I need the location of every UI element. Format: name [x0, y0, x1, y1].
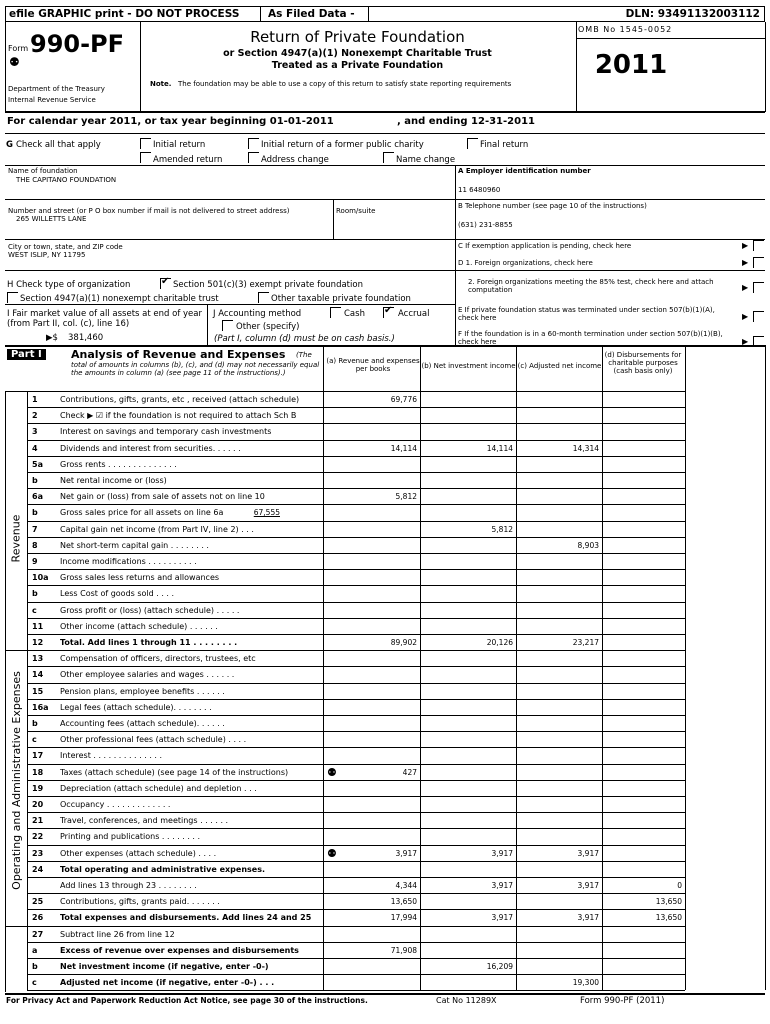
col-c-value: 23,217: [572, 638, 599, 647]
line-description: Legal fees (attach schedule). . . . . . . .: [60, 702, 212, 712]
line-number: 17: [32, 751, 44, 761]
line-number: 19: [32, 783, 44, 793]
line-number: b: [32, 476, 38, 485]
line-description: Capital gain net income (from Part IV, line 2) . . .: [60, 524, 254, 534]
other-taxable-label: Other taxable private foundation: [271, 294, 411, 304]
street-value: 265 WILLETTS LANE: [16, 215, 87, 223]
amended-return-checkbox[interactable]: [140, 152, 151, 163]
e-text: E If private foundation status was terminated under section 507(b)(1)(A), check here: [458, 306, 715, 322]
section-4947-label: Section 4947(a)(1) nonexempt charitable trust: [20, 294, 219, 304]
line-description: Pension plans, employee benefits . . . . . .: [60, 686, 225, 696]
col-b-value: 3,917: [491, 848, 513, 858]
col-c-value: 3,917: [577, 913, 599, 923]
line-description: Other employee salaries and wages . . . . . .: [60, 670, 235, 680]
line-number: b: [32, 719, 38, 728]
dept-treasury: Department of the Treasury: [8, 85, 105, 93]
d2-arrow-icon: ▶: [742, 283, 749, 292]
street-label: Number and street (or P O box number if mail is not delivered to street address): [8, 207, 290, 215]
cash-checkbox[interactable]: [330, 307, 341, 318]
line-description: Less Cost of goods sold . . . .: [60, 589, 175, 599]
line-description: Net short-term capital gain . . . . . . . .: [60, 540, 209, 550]
accrual-label: Accrual: [398, 309, 430, 319]
j-accounting-label: J Accounting method: [213, 309, 302, 319]
privacy-notice: For Privacy Act and Paperwork Reduction Act Notice, see page 30 of the instructions.: [6, 996, 368, 1005]
form-subtitle-2: Treated as a Private Foundation: [271, 60, 444, 71]
initial-return-checkbox[interactable]: [140, 138, 151, 149]
amended-return-label: Amended return: [153, 155, 223, 165]
line-description: Net rental income or (loss): [60, 476, 167, 485]
form-number: 990-PF: [30, 30, 125, 58]
ein-value: 11 6480960: [458, 186, 501, 194]
form-title: Return of Private Foundation: [250, 28, 465, 46]
line-number: 24: [32, 864, 44, 874]
col-c-value: 8,903: [577, 540, 599, 550]
gross-sales-value: 67,555: [253, 508, 280, 518]
line-number: 14: [32, 670, 44, 680]
line-description: Net gain or (loss) from sale of assets not on line 10: [60, 492, 265, 502]
e-checkbox[interactable]: [753, 311, 764, 322]
line-description: Occupancy . . . . . . . . . . . . .: [60, 800, 171, 809]
line-number: 26: [32, 913, 44, 923]
line-number: b: [32, 589, 38, 599]
phone-label: B Telephone number (see page 10 of the instructions): [458, 202, 647, 210]
col-b-value: 16,209: [486, 962, 513, 971]
line-description: Printing and publications . . . . . . . .: [60, 832, 201, 842]
line-description: Other income (attach schedule) . . . . . .: [60, 621, 218, 631]
other-taxable-checkbox[interactable]: [258, 292, 269, 303]
former-public-checkbox[interactable]: [248, 138, 259, 149]
foundation-name: THE CAPITANO FOUNDATION: [16, 176, 117, 184]
f-text: F If the foundation is in a 60-month termination under section 507(b)(1)(B), check here: [458, 330, 723, 346]
irs-eagle-icon: ⚉: [9, 55, 20, 69]
col-a-value: 5,812: [395, 492, 417, 502]
form-footer: Form 990-PF (2011): [580, 996, 665, 1006]
line-description: Interest on savings and temporary cash investments: [60, 427, 272, 437]
other-method-label: Other (specify): [236, 322, 300, 332]
d2-checkbox[interactable]: [753, 282, 764, 293]
line-number: b: [32, 962, 38, 971]
col-c-header: (c) Adjusted net income: [517, 362, 602, 370]
section-501c3-label: Section 501(c)(3) exempt private foundation: [173, 280, 363, 290]
ein-label: A Employer identification number: [458, 167, 591, 175]
line-number: 25: [32, 897, 44, 907]
col-a-value: 17,994: [390, 913, 417, 923]
line-description: Dividends and interest from securities. . . . . .: [60, 443, 241, 453]
i-fmv-label: I Fair market value of all assets at end of year (from Part II, col. (c), line 16): [7, 309, 202, 329]
line-description: Adjusted net income (if negative, enter -0-) . . .: [60, 978, 275, 988]
attachment-icon[interactable]: ⚉: [327, 846, 337, 860]
section-4947-checkbox[interactable]: [7, 292, 18, 303]
col-b-value: 20,126: [486, 638, 513, 647]
line-number: 27: [32, 929, 44, 939]
check-all-label: Check all that apply: [16, 140, 101, 150]
col-c-value: 19,300: [572, 978, 599, 988]
other-method-checkbox[interactable]: [222, 320, 233, 331]
line-description: Total operating and administrative expenses.: [60, 864, 265, 874]
line-number: c: [32, 978, 37, 988]
line-number: 10a: [32, 573, 49, 583]
line-number: 12: [32, 638, 44, 647]
d1-arrow-icon: ▶: [742, 258, 749, 267]
line-description: Contributions, gifts, grants, etc , received (attach schedule): [60, 395, 300, 404]
line-description: Other expenses (attach schedule) . . . .: [60, 848, 217, 858]
note-text: The foundation may be able to use a copy of this return to satisfy state reporting requirements: [178, 80, 512, 88]
filed-label: As Filed Data -: [268, 8, 355, 20]
line-description: Income modifications . . . . . . . . . .: [60, 557, 197, 566]
col-d-value: 0: [677, 881, 682, 890]
col-a-value: 3,917: [395, 848, 417, 858]
col-a-value: 13,650: [390, 897, 417, 907]
col-a-value: 89,902: [390, 638, 417, 647]
line-description: Gross rents . . . . . . . . . . . . . .: [60, 459, 177, 469]
part1-title: Analysis of Revenue and Expenses: [71, 348, 286, 361]
line-description: Check ▶ ☑ if the foundation is not required to attach Sch B: [60, 411, 297, 421]
former-public-label: Initial return of a former public charity: [261, 140, 424, 150]
line-number: 7: [32, 524, 38, 534]
line-description: Net investment income (if negative, enter -0-): [60, 962, 269, 971]
line-description: Excess of revenue over expenses and disbursements: [60, 945, 299, 955]
tax-year: 2011: [594, 50, 668, 80]
omb-number: OMB No 1545-0052: [578, 25, 673, 34]
line-number: c: [32, 735, 37, 745]
c-exemption-text: C If exemption application is pending, check here: [458, 242, 632, 250]
col-a-header: (a) Revenue and expenses per books: [326, 357, 420, 373]
col-c-value: 3,917: [577, 848, 599, 858]
revenue-section-label: Revenue: [9, 514, 23, 562]
col-a-value: 71,908: [390, 945, 417, 955]
col-a-value: 427: [402, 767, 417, 777]
line-description: Interest . . . . . . . . . . . . . .: [60, 751, 163, 761]
col-b-value: 5,812: [491, 524, 513, 534]
line-description: Contributions, gifts, grants paid. . . . . . .: [60, 897, 220, 907]
line-description: Gross profit or (loss) (attach schedule) . . . . .: [60, 605, 240, 615]
g-letter: G: [6, 140, 13, 150]
f-arrow-icon: ▶: [742, 337, 749, 346]
line-number: c: [32, 605, 37, 615]
col-d-header: (d) Disbursements for charitable purposes (cash basis only): [604, 351, 682, 375]
line-description: Other professional fees (attach schedule) . . . .: [60, 735, 247, 745]
d1-text: D 1. Foreign organizations, check here: [458, 259, 593, 267]
col-a-value: 14,114: [390, 443, 417, 453]
d2-text: 2. Foreign organizations meeting the 85% test, check here and attach computation: [468, 278, 714, 294]
address-change-label: Address change: [261, 155, 329, 165]
city-value: WEST ISLIP, NY 11795: [8, 251, 86, 259]
line-description: Travel, conferences, and meetings . . . . . .: [60, 816, 229, 826]
room-suite-label: Room/suite: [336, 207, 376, 215]
e-arrow-icon: ▶: [742, 312, 749, 321]
line-number: 6a: [32, 492, 43, 502]
part1-desc: total of amounts in columns (b), (c), and (d) may not necessarily equal the amounts in column (a) (see page 11 of the instructions).): [71, 361, 320, 377]
part1-title-note: (The: [296, 351, 312, 359]
col-c-value: 14,314: [572, 443, 599, 453]
phone-value: (631) 231-8855: [458, 221, 513, 229]
line-number: 22: [32, 832, 44, 842]
line-description: Add lines 13 through 23 . . . . . . . .: [60, 881, 197, 890]
line-description: Depreciation (attach schedule) and depletion . . .: [60, 783, 257, 793]
efile-label: efile GRAPHIC print - DO NOT PROCESS: [9, 8, 240, 20]
final-return-checkbox[interactable]: [467, 138, 478, 149]
col-a-value: 4,344: [395, 881, 417, 890]
col-d-value: 13,650: [655, 913, 682, 923]
initial-return-label: Initial return: [153, 140, 206, 150]
name-change-label: Name change: [396, 155, 456, 165]
line-description: Total expenses and disbursements. Add lines 24 and 25: [60, 913, 312, 923]
line-number: 8: [32, 540, 38, 550]
note-label: Note.: [150, 80, 172, 88]
calendar-prefix: For calendar year 2011, or tax year beginning 01-01-2011: [7, 116, 334, 127]
c-exemption-checkbox[interactable]: [753, 240, 764, 251]
attachment-icon[interactable]: ⚉: [327, 765, 337, 779]
name-of-foundation-label: Name of foundation: [8, 167, 78, 175]
address-change-checkbox[interactable]: [248, 152, 259, 163]
line-number: 16a: [32, 702, 49, 712]
cash-label: Cash: [344, 309, 365, 319]
line-number: 2: [32, 411, 38, 421]
line-description: Gross sales less returns and allowances: [60, 573, 220, 583]
part1-tag: Part I: [7, 349, 46, 360]
i-fmv-value: 381,460: [68, 333, 104, 343]
line-number: b: [32, 508, 38, 518]
form-word: Form: [8, 44, 29, 53]
h-label: H Check type of organization: [7, 280, 131, 290]
col-d-value: 13,650: [655, 897, 682, 907]
line-description: Taxes (attach schedule) (see page 14 of the instructions): [60, 767, 289, 777]
city-label: City or town, state, and ZIP code: [8, 243, 123, 251]
final-return-label: Final return: [480, 140, 529, 150]
top-bar: [5, 6, 765, 22]
col-b-value: 14,114: [486, 443, 513, 453]
line-description: Gross sales price for all assets on line 6a: [60, 508, 224, 518]
i-arrow-icon: ▶$: [46, 333, 58, 343]
cat-number: Cat No 11289X: [436, 996, 497, 1005]
expenses-section-label: Operating and Administrative Expenses: [9, 671, 23, 890]
line-number: 23: [32, 848, 44, 858]
line-number: 1: [32, 395, 38, 404]
line-number: 15: [32, 686, 44, 696]
line-number: a: [32, 945, 38, 955]
line-description: Accounting fees (attach schedule). . . . . .: [60, 719, 225, 728]
form-subtitle-1: or Section 4947(a)(1) Nonexempt Charitable Trust: [223, 48, 492, 59]
line-number: 4: [32, 443, 38, 453]
line-number: 18: [32, 767, 44, 777]
col-a-value: 69,776: [390, 395, 417, 404]
line-description: Subtract line 26 from line 12: [60, 929, 175, 939]
col-b-header: (b) Net investment income: [421, 362, 516, 370]
line-number: 3: [32, 427, 38, 437]
line-number: 20: [32, 800, 44, 809]
c-arrow-icon: ▶: [742, 241, 749, 250]
line-number: 5a: [32, 459, 43, 469]
line-number: 11: [32, 621, 44, 631]
col-b-value: 3,917: [491, 881, 513, 890]
calendar-suffix: , and ending 12-31-2011: [397, 116, 535, 127]
line-number: 13: [32, 654, 44, 664]
line-number: 21: [32, 816, 44, 826]
dln-label: DLN: 93491132003112: [625, 8, 760, 20]
line-description: Compensation of officers, directors, trustees, etc: [60, 654, 256, 664]
section-501c3-checkbox[interactable]: [160, 278, 171, 289]
line-description: Total. Add lines 1 through 11 . . . . . . . .: [60, 638, 238, 647]
col-c-value: 3,917: [577, 881, 599, 890]
name-change-checkbox[interactable]: [383, 152, 394, 163]
j-note: (Part I, column (d) must be on cash basis.): [214, 334, 395, 344]
dept-irs: Internal Revenue Service: [8, 96, 96, 104]
d1-checkbox[interactable]: [753, 257, 764, 268]
line-number: 9: [32, 557, 38, 566]
accrual-checkbox[interactable]: [383, 307, 394, 318]
col-b-value: 3,917: [491, 913, 513, 923]
